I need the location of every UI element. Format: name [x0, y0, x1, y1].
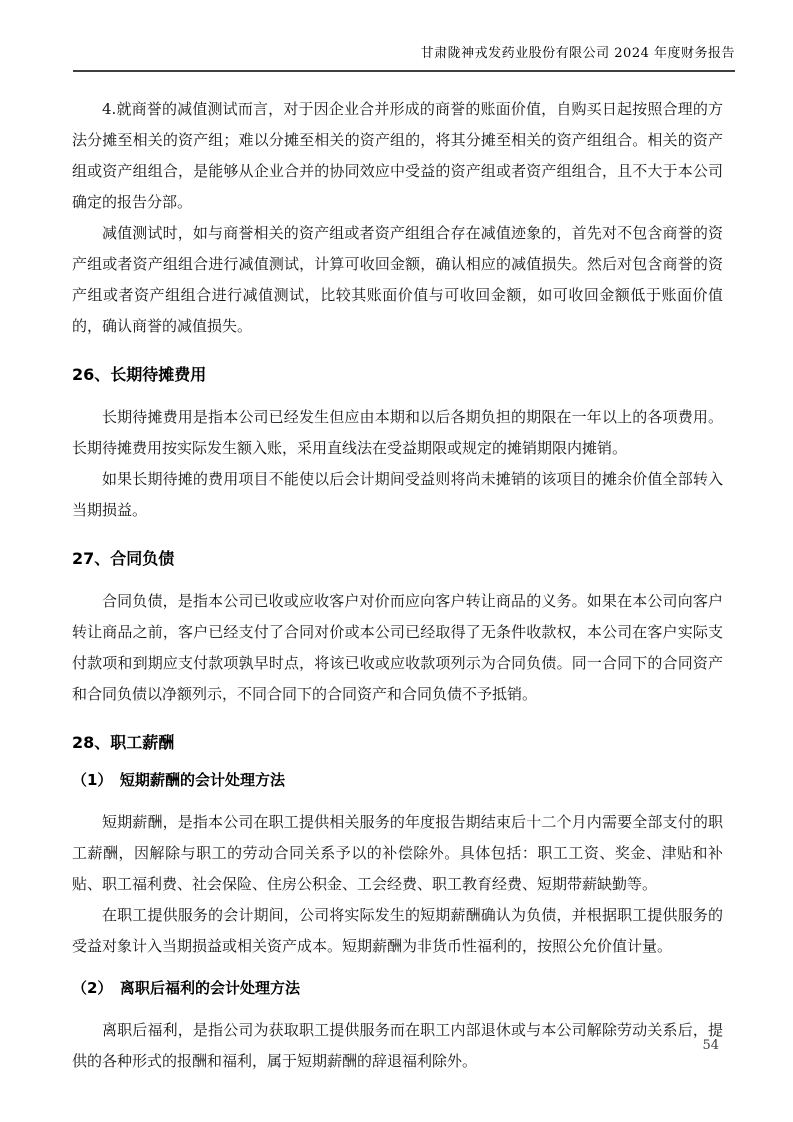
- paragraph-long-term-deferred-definition: 长期待摊费用是指本公司已经发生但应由本期和以后各期负担的期限在一年以上的各项费用。长期待摊费用按实际发生额入账，采用直线法在受益期限或规定的摊销期限内摊销。: [72, 408, 723, 457]
- page-number: 54: [702, 1038, 719, 1053]
- paragraph-long-term-deferred-writeoff: 如果长期待摊的费用项目不能使以后会计期间受益则将尚未摊销的该项目的摊余价值全部转入当期损益。: [72, 470, 723, 519]
- paragraph-short-term-compensation-recognition: 在职工提供服务的会计期间，公司将实际发生的短期薪酬确认为负债，并根据职工提供服务的受益对象计入当期损益或相关资产成本。短期薪酬为非货币性福利的，按照公允价值计量。: [72, 906, 723, 955]
- header-title: 甘肃陇神戎发药业股份有限公司 2024 年度财务报告: [420, 46, 735, 61]
- paragraph-post-employment-benefits-definition: 离职后福利，是指公司为获取职工提供服务而在职工内部退休或与本公司解除劳动关系后，提供的各种形式的报酬和福利，属于短期薪酬的辞退福利除外。: [72, 1021, 723, 1070]
- page-header: [73, 0, 735, 72]
- heading-section-26-long-term-deferred-expenses: 26、长期待摊费用: [72, 365, 207, 384]
- paragraph-goodwill-impairment-allocation: 4.就商誉的减值测试而言，对于因企业合并形成的商誉的账面价值，自购买日起按照合理的方法分摊至相关的资产组；难以分摊至相关的资产组的，将其分摊至相关的资产组组合。相关的资产组或资产组组合，是能够从企业合并的协同效应中受益的资产组或者资产组组合，且不大于本公司确定的报告分部。: [72, 100, 723, 211]
- paragraph-short-term-compensation-definition: 短期薪酬，是指本公司在职工提供相关服务的年度报告期结束后十二个月内需要全部支付的职工薪酬，因解除与职工的劳动合同关系予以的补偿除外。具体包括：职工工资、奖金、津贴和补贴、职工福利费、社会保险、住房公积金、工会经费、职工教育经费、短期带薪缺勤等。: [72, 813, 723, 893]
- heading-sub-1-short-term-compensation-method: （1） 短期薪酬的会计处理方法: [72, 771, 285, 789]
- heading-section-28-employee-compensation: 28、职工薪酬: [72, 733, 175, 752]
- heading-section-27-contract-liabilities: 27、合同负债: [72, 549, 175, 568]
- heading-sub-2-post-employment-benefits-method: （2） 离职后福利的会计处理方法: [72, 979, 300, 997]
- paragraph-contract-liabilities-definition: 合同负债，是指本公司已收或应收客户对价而应向客户转让商品的义务。如果在本公司向客户转让商品之前，客户已经支付了合同对价或本公司已经取得了无条件收款权，本公司在客户实际支付款项和到期应支付款项孰早时点，将该已收或应收款项列示为合同负债。同一合同下的合同资产和合同负债以净额列示，不同合同下的合同资产和合同负债不予抵销。: [72, 592, 723, 703]
- paragraph-goodwill-impairment-testing: 减值测试时，如与商誉相关的资产组或者资产组组合存在减值迹象的，首先对不包含商誉的资产组或者资产组组合进行减值测试，计算可收回金额，确认相应的减值损失。然后对包含商誉的资产组或者资产组组合进行减值测试，比较其账面价值与可收回金额，如可收回金额低于账面价值的，确认商誉的减值损失。: [72, 224, 723, 335]
- document-content: [72, 94, 723, 1077]
